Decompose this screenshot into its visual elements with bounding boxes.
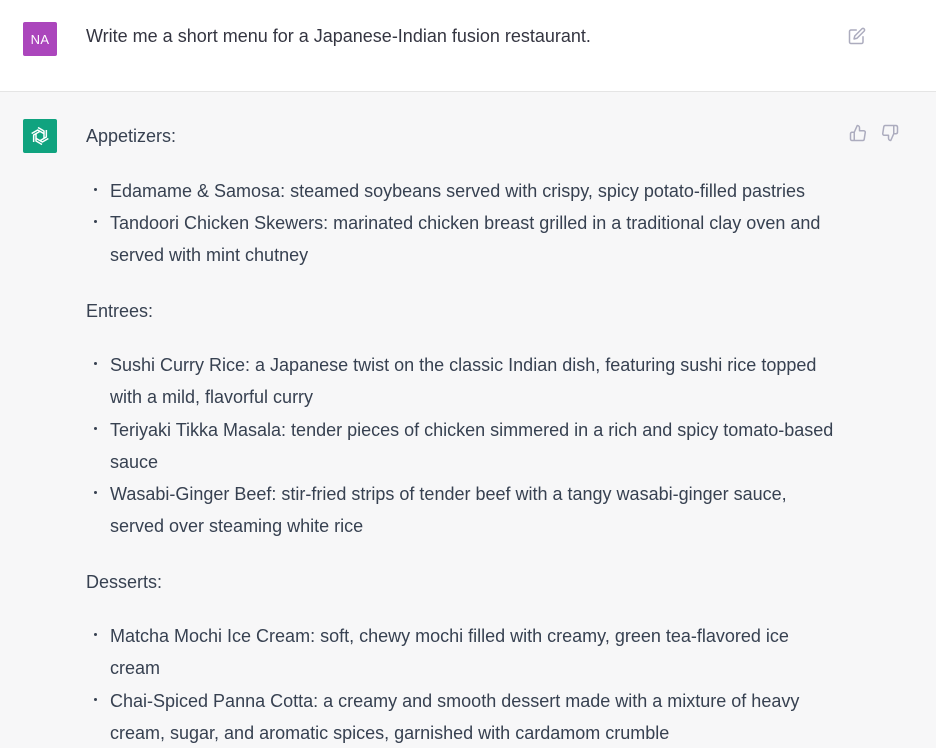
thumbs-up-icon (849, 124, 867, 142)
menu-item: Wasabi-Ginger Beef: stir-fried strips of tender beef with a tangy wasabi-ginger sauce, served over steaming white rice (110, 478, 840, 542)
section-heading-appetizers: Appetizers: (86, 126, 177, 146)
edit-icon (848, 27, 866, 45)
menu-item: Sushi Curry Rice: a Japanese twist on the classic Indian dish, featuring sushi rice topped with a mild, flavorful curry (110, 349, 840, 413)
thumbs-up-button[interactable] (848, 123, 868, 143)
menu-item: Teriyaki Tikka Masala: tender pieces of chicken simmered in a rich and spicy tomato-based sauce (110, 414, 840, 478)
menu-item: Edamame & Samosa: steamed soybeans served with crispy, spicy potato-filled pastries (110, 175, 840, 207)
user-avatar: NA (23, 22, 57, 56)
thumbs-down-button[interactable] (880, 123, 900, 143)
openai-logo-icon (28, 124, 52, 148)
edit-message-button[interactable] (847, 26, 867, 46)
thumbs-down-icon (881, 124, 899, 142)
user-message-text: Write me a short menu for a Japanese-Indian fusion restaurant. (86, 26, 591, 46)
section-heading-entrees: Entrees: (86, 301, 154, 321)
section-heading-desserts: Desserts: (86, 572, 163, 592)
user-message-row (0, 0, 936, 92)
menu-item: Matcha Mochi Ice Cream: soft, chewy mochi filled with creamy, green tea-flavored ice cream (110, 620, 840, 684)
assistant-message-row (0, 92, 936, 748)
menu-item: Tandoori Chicken Skewers: marinated chicken breast grilled in a traditional clay oven and served with mint chutney (110, 207, 840, 271)
assistant-avatar (23, 119, 57, 153)
menu-item: Chai-Spiced Panna Cotta: a creamy and smooth dessert made with a mixture of heavy cream, sugar, and aromatic spices, garnished with cardamom crumble (110, 685, 840, 748)
